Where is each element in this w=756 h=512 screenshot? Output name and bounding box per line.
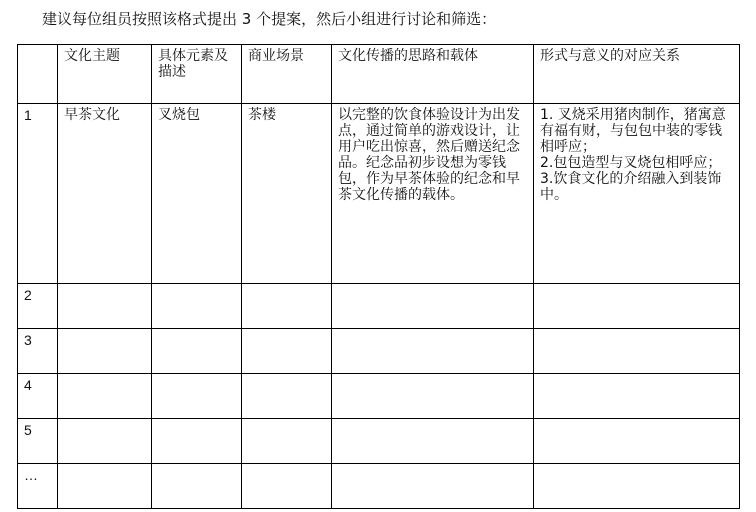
table-row: [18, 284, 740, 329]
row-number: …: [18, 464, 58, 509]
relation-item: 3.饮食文化的介绍融入到装饰中。: [540, 171, 722, 203]
cell-theme: [58, 284, 152, 329]
cell-element: [152, 329, 242, 374]
cell-idea: [332, 464, 534, 509]
cell-theme: 早茶文化: [58, 104, 152, 284]
header-cell-idea: 文化传播的思路和载体: [332, 45, 534, 104]
cell-element: 叉烧包: [152, 104, 242, 284]
cell-idea: [332, 419, 534, 464]
cell-scene: [242, 464, 332, 509]
cell-idea: [332, 374, 534, 419]
cell-relation: [534, 464, 740, 509]
cell-relation: [534, 374, 740, 419]
cell-scene: [242, 284, 332, 329]
table-row: [18, 419, 740, 464]
cell-idea: [332, 329, 534, 374]
header-cell-scene: 商业场景: [242, 45, 332, 104]
row-number: 2: [18, 284, 58, 329]
cell-scene: [242, 374, 332, 419]
cell-relation: [534, 284, 740, 329]
cell-relation: [534, 419, 740, 464]
table-row: [18, 329, 740, 374]
cell-idea: 以完整的饮食体验设计为出发点，通过简单的游戏设计，让用户吃出惊喜，然后赠送纪念品。纪念品初步设想为零钱包，作为早茶体验的纪念和早茶文化传播的载体。: [332, 104, 534, 284]
row-number: 3: [18, 329, 58, 374]
header-cell-element: 具体元素及描述: [152, 45, 242, 104]
cell-relation: [534, 104, 740, 284]
relation-item: 1. 叉烧采用猪肉制作，猪寓意有福有财，与包包中装的零钱相呼应；: [540, 107, 726, 155]
cell-scene: [242, 329, 332, 374]
relation-item: 2.包包造型与叉烧包相呼应；: [540, 155, 722, 171]
cell-theme: [58, 329, 152, 374]
header-cell-relation: 形式与意义的对应关系: [534, 45, 740, 104]
row-number: 5: [18, 419, 58, 464]
table-row: [18, 464, 740, 509]
row-number: 4: [18, 374, 58, 419]
cell-scene: [242, 419, 332, 464]
cell-relation: [534, 329, 740, 374]
cell-element: [152, 284, 242, 329]
header-cell-index: [18, 45, 58, 104]
cell-element: [152, 464, 242, 509]
cell-element: [152, 374, 242, 419]
cell-theme: [58, 374, 152, 419]
cell-scene: 茶楼: [242, 104, 332, 284]
table-row: [18, 104, 740, 284]
row-number: 1: [18, 104, 58, 284]
cell-element: [152, 419, 242, 464]
proposal-table: [17, 44, 740, 509]
cell-theme: [58, 419, 152, 464]
intro-text: 建议每位组员按照该格式提出 3 个提案，然后小组进行讨论和筛选：: [42, 10, 497, 28]
header-cell-theme: 文化主题: [58, 45, 152, 104]
table-row: [18, 374, 740, 419]
cell-theme: [58, 464, 152, 509]
header-row: [18, 45, 740, 104]
cell-idea: [332, 284, 534, 329]
